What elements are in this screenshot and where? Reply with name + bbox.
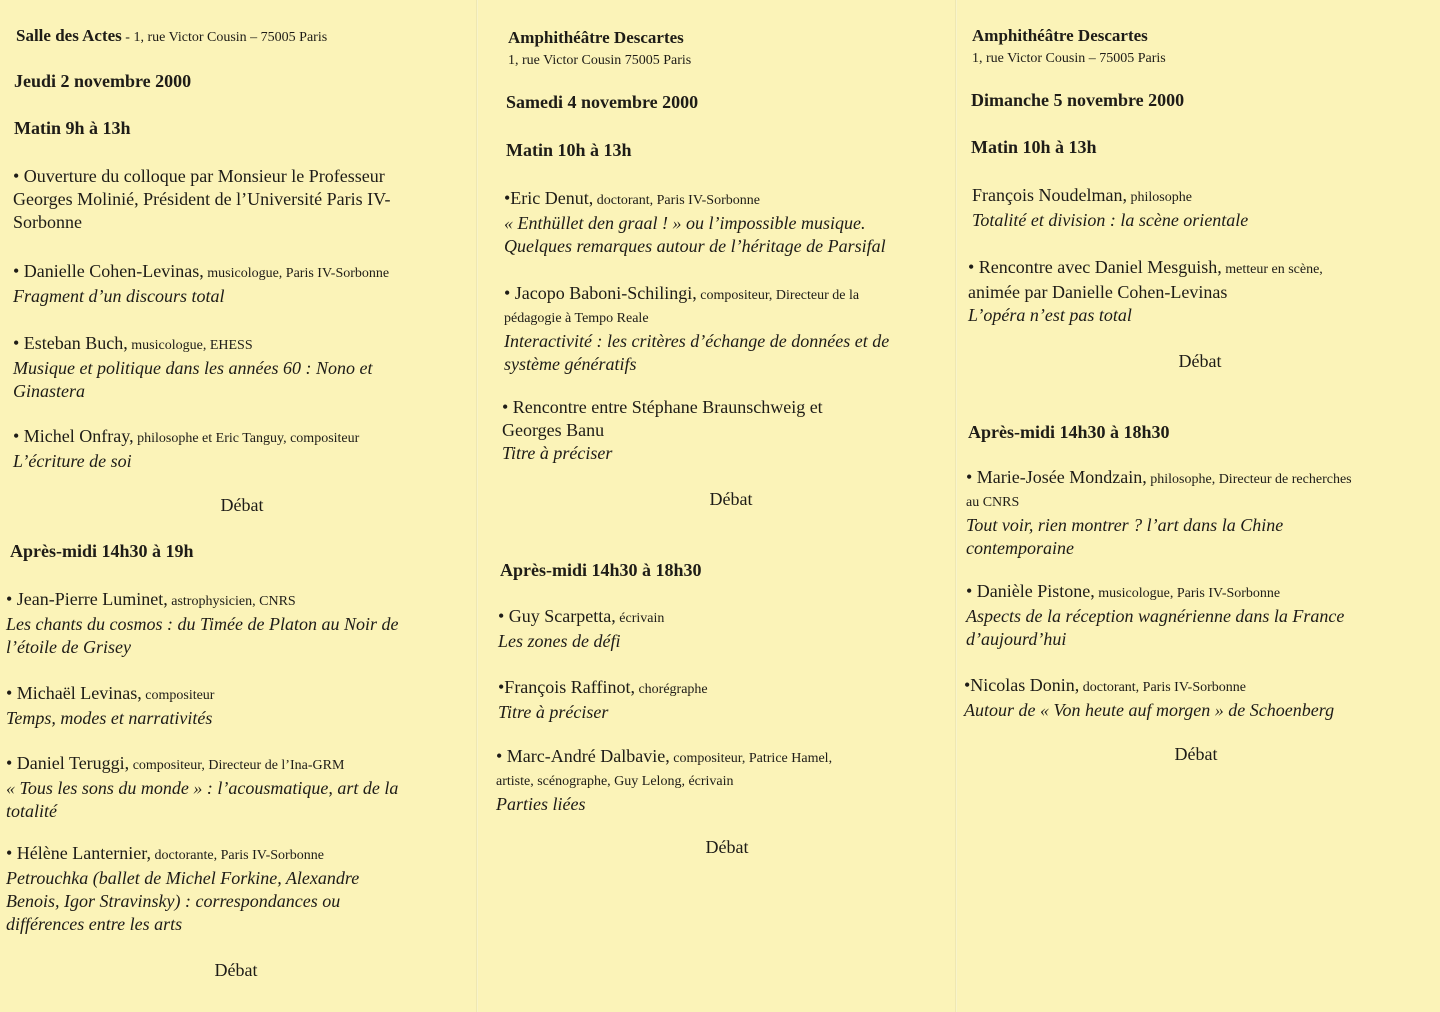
talk-entry — [496, 745, 952, 816]
venue-address: 1, rue Victor Cousin – 75005 Paris — [972, 51, 1166, 66]
talk-title: Petrouchka (ballet de Michel Forkine, Alexandre — [6, 868, 360, 888]
program-column-samedi — [496, 0, 952, 1012]
speaker-role: compositeur, Directeur de l’Ina-GRM — [129, 758, 345, 773]
venue-heading — [16, 25, 472, 48]
speaker-role: philosophe, Directeur de recherches — [1146, 472, 1352, 487]
speaker-name: • Danielle Cohen-Levinas, — [13, 261, 204, 281]
talk-title: Parties liées — [496, 794, 586, 814]
debate-label: Débat — [705, 837, 749, 857]
venue-address: - 1, rue Victor Cousin – 75005 Paris — [121, 30, 328, 45]
talk-title: « Enthüllet den graal ! » ou l’impossible musique. — [504, 213, 866, 233]
debate-label: Débat — [220, 495, 264, 515]
venue-name: Amphithéâtre Descartes — [508, 28, 684, 47]
debate-label: Débat — [709, 489, 753, 509]
opening-entry: • Ouverture du colloque par Monsieur le Professeur Georges Molinié, Président de l’Université Paris IV- Sorbonne — [13, 166, 391, 232]
speaker-role-cont: au CNRS — [966, 495, 1020, 510]
speaker-name: • Guy Scarpetta, — [498, 606, 616, 626]
speaker-role: compositeur, Directeur de la — [696, 288, 860, 303]
debate-label: Débat — [214, 960, 258, 980]
talk-entry: • Jacopo Baboni-Schilingi, compositeur, Directeur de la pédagogie à Tempo Reale Interactivité : les critères d’échange de données et de système génératifs — [504, 282, 952, 376]
venue-name: Salle des Actes — [16, 26, 122, 45]
venue-heading — [972, 25, 1436, 69]
talk-title: Musique et politique dans les années 60 : Nono et — [13, 358, 373, 378]
day-date: Samedi 4 novembre 2000 — [506, 92, 699, 112]
talk-title: Aspects de la réception wagnérienne dans la France — [966, 606, 1345, 626]
talk-title: Autour de « Von heute auf morgen » de Schoenberg — [964, 700, 1335, 720]
talk-entry: • Rencontre entre Stéphane Braunschweig et Georges Banu Titre à préciser — [502, 396, 952, 465]
afternoon-session-heading: Après-midi 14h30 à 18h30 — [968, 422, 1170, 442]
talk-entry — [964, 674, 1436, 722]
talk-entry — [498, 605, 952, 653]
speaker-role-cont: pédagogie à Tempo Reale — [504, 311, 649, 326]
talk-title: Les chants du cosmos : du Timée de Platon au Noir de — [6, 614, 399, 634]
talk-title: L’écriture de soi — [13, 451, 132, 471]
speaker-role: compositeur, Patrice Hamel, — [669, 751, 833, 766]
talk-title: Les zones de défi — [498, 631, 621, 651]
venue-address: 1, rue Victor Cousin 75005 Paris — [508, 53, 692, 68]
talk-entry — [498, 676, 952, 724]
speaker-name: • Daniel Teruggi, — [6, 753, 130, 773]
talk-title: « Tous les sons du monde » : l’acousmatique, art de la — [6, 778, 399, 798]
talk-title: L’opéra n’est pas total — [968, 305, 1132, 325]
talk-title: Temps, modes et narrativités — [6, 708, 213, 728]
talk-entry — [972, 184, 1436, 232]
fold-line-2 — [955, 0, 957, 1012]
debate-label: Débat — [1174, 744, 1218, 764]
talk-entry: • Jean-Pierre Luminet, astrophysicien, CNRS Les chants du cosmos : du Timée de Platon au Noir de l’étoile de Grisey — [6, 588, 472, 659]
speaker-name: • Hélène Lanternier, — [6, 843, 152, 863]
speaker-name: • Rencontre avec Daniel Mesguish, — [968, 257, 1222, 277]
day-date: Jeudi 2 novembre 2000 — [14, 71, 192, 91]
speaker-name: • Rencontre entre Stéphane Braunschweig et — [502, 397, 823, 417]
speaker-name: • Jacopo Baboni-Schilingi, — [504, 283, 697, 303]
venue-name: Amphithéâtre Descartes — [972, 26, 1148, 45]
speaker-role: astrophysicien, CNRS — [167, 594, 296, 609]
talk-entry: • Rencontre avec Daniel Mesguish, metteur en scène, animée par Danielle Cohen-Levinas L’opéra n’est pas total — [968, 256, 1436, 327]
talk-title: Titre à préciser — [502, 443, 613, 463]
speaker-name: • Marc-André Dalbavie, — [496, 746, 670, 766]
speaker-role-cont: artiste, scénographe, Guy Lelong, écrivain — [496, 774, 734, 789]
speaker-role: écrivain — [615, 611, 665, 626]
debate-label: Débat — [1178, 351, 1222, 371]
talk-entry: • Hélène Lanternier, doctorante, Paris IV-Sorbonne Petrouchka (ballet de Michel Forkine, Alexandre Benois, Igor Stravinsky) : correspondances ou différences entre les arts — [6, 842, 472, 936]
talk-title: Interactivité : les critères d’échange de données et de — [504, 331, 890, 351]
speaker-name: • Marie-Josée Mondzain, — [966, 467, 1147, 487]
talk-title: Fragment d’un discours total — [13, 286, 225, 306]
talk-entry: • Esteban Buch, musicologue, EHESS Musique et politique dans les années 60 : Nono et Ginastera — [13, 332, 472, 403]
speaker-name: • Esteban Buch, — [13, 333, 128, 353]
afternoon-session-heading: Après-midi 14h30 à 18h30 — [500, 560, 702, 580]
talk-title: Tout voir, rien montrer ? l’art dans la Chine — [966, 515, 1284, 535]
speaker-role: metteur en scène, — [1221, 262, 1323, 277]
speaker-role: compositeur — [141, 688, 215, 703]
speaker-role: philosophe et Eric Tanguy, compositeur — [133, 431, 360, 446]
fold-line-1 — [476, 0, 478, 1012]
speaker-name: • Michel Onfray, — [13, 426, 134, 446]
talk-title: Titre à préciser — [498, 702, 609, 722]
speaker-role: musicologue, EHESS — [127, 338, 253, 353]
speaker-name: • Danièle Pistone, — [966, 581, 1095, 601]
program-column-jeudi — [6, 0, 472, 1012]
speaker-name: •Nicolas Donin, — [964, 675, 1080, 695]
speaker-role: musicologue, Paris IV-Sorbonne — [1094, 586, 1281, 601]
speaker-name: •François Raffinot, — [498, 677, 635, 697]
talk-entry: • Marie-Josée Mondzain, philosophe, Directeur de recherches au CNRS Tout voir, rien montrer ? l’art dans la Chine contemporaine — [966, 466, 1436, 560]
speaker-role: philosophe — [1126, 190, 1192, 205]
speaker-name: François Noudelman, — [972, 185, 1127, 205]
day-date: Dimanche 5 novembre 2000 — [971, 90, 1185, 110]
talk-entry — [6, 682, 472, 730]
speaker-role: doctorant, Paris IV-Sorbonne — [1079, 680, 1246, 695]
speaker-role: doctorante, Paris IV-Sorbonne — [151, 848, 324, 863]
talk-title: Totalité et division : la scène orientale — [972, 210, 1249, 230]
speaker-role: doctorant, Paris IV-Sorbonne — [593, 193, 760, 208]
morning-session-heading: Matin 10h à 13h — [971, 137, 1097, 157]
speaker-name: • Michaël Levinas, — [6, 683, 142, 703]
talk-entry: • Danièle Pistone, musicologue, Paris IV-Sorbonne Aspects de la réception wagnérienne dans la France d’aujourd’hui — [966, 580, 1436, 651]
speaker-name: •Eric Denut, — [504, 188, 594, 208]
speaker-role: chorégraphe — [634, 682, 708, 697]
morning-session-heading: Matin 10h à 13h — [506, 140, 632, 160]
talk-entry — [13, 425, 472, 473]
venue-heading — [508, 27, 952, 71]
afternoon-session-heading: Après-midi 14h30 à 19h — [10, 541, 194, 561]
talk-entry: •Eric Denut, doctorant, Paris IV-Sorbonne « Enthüllet den graal ! » ou l’impossible musique. Quelques remarques autour de l’héritage de Parsifal — [504, 187, 952, 258]
program-column-dimanche — [966, 0, 1436, 1012]
speaker-name: • Jean-Pierre Luminet, — [6, 589, 168, 609]
morning-session-heading: Matin 9h à 13h — [14, 118, 131, 138]
speaker-role: musicologue, Paris IV-Sorbonne — [203, 266, 390, 281]
talk-entry — [13, 260, 472, 308]
talk-entry: • Daniel Teruggi, compositeur, Directeur de l’Ina-GRM « Tous les sons du monde » : l’acousmatique, art de la totalité — [6, 752, 472, 823]
